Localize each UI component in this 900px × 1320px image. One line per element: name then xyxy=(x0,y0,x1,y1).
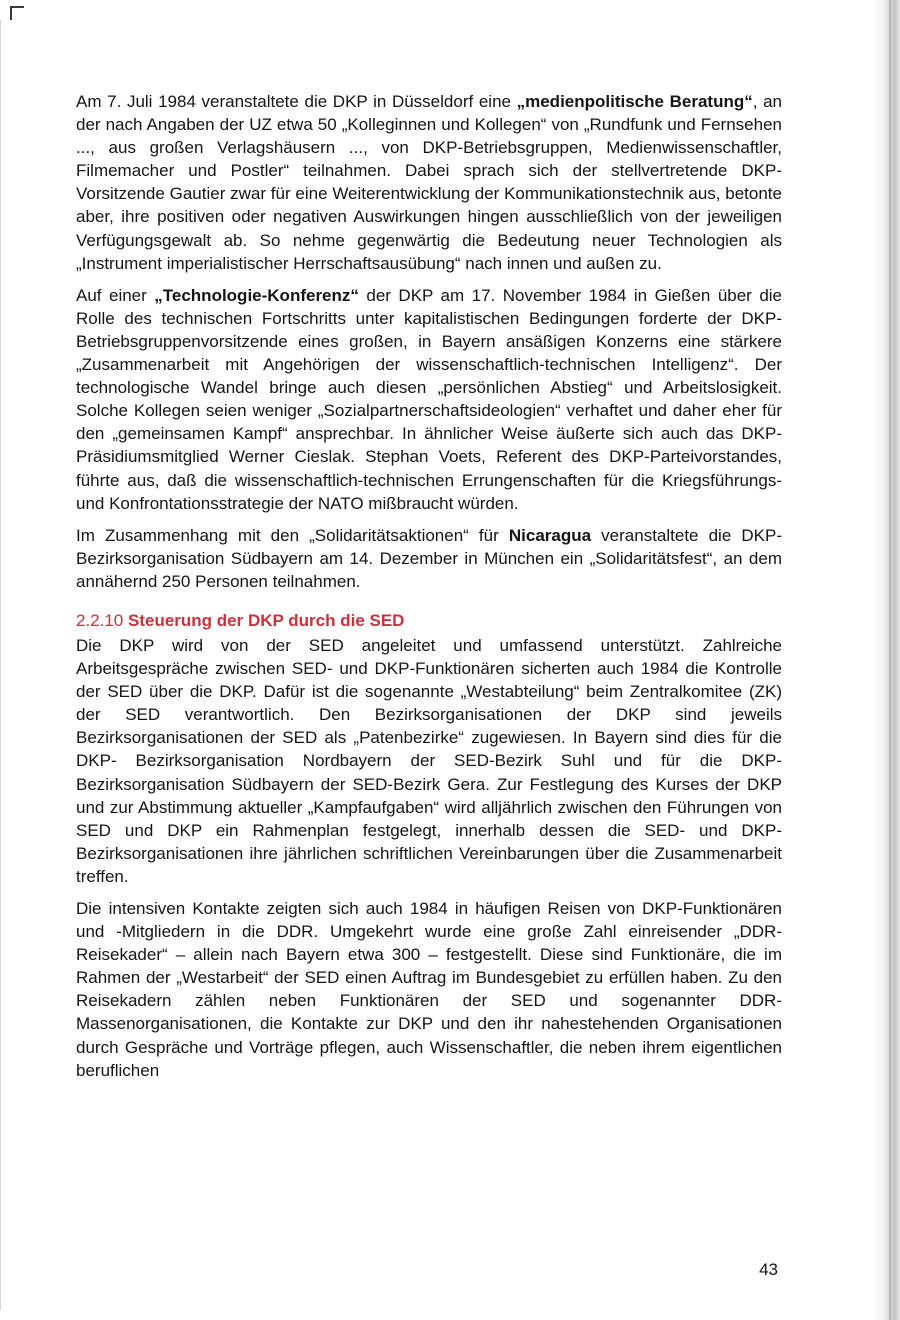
text-segment: der DKP am 17. November 1984 in Gießen über die Rolle des technischen Fortschritts unter kapitalistischen Bedingungen forderte der DKP-Betriebsgruppenvorsitzende eines großen, in Bayern ansäßigen Konzerns eine stärkere „Zusammenarbeit mit Angehörigen der wissenschaftlich-technischen Intelligenz“. Der technologische Wandel bringe auch diesen „persönlichen Abstieg“ und Arbeitslosigkeit. Solche Kollegen seien weniger „Sozialpartnerschaftsideologien“ verhaftet und daher eher für den „gemeinsamen Kampf“ ansprechbar. In ähnlicher Weise äußerte sich auch das DKP-Präsidiumsmitglied Werner Cieslak. Stephan Voets, Referent des DKP-Parteivorstandes, führte aus, daß die wissenschaftlich-technischen Errungenschaften für die Kriegsführungs- und Konfrontationsstrategie der NATO mißbraucht würden. xyxy=(76,285,783,513)
paragraph-nicaragua xyxy=(76,524,782,593)
text-segment: veranstaltete die DKP-Bezirksorganisation Südbayern am 14. Dezember in München ein „Solidaritätsfest“, an dem annähernd 250 Personen teilnahmen. xyxy=(76,525,783,591)
book-spine-shadow xyxy=(874,0,900,1320)
bold-term-medienpolitische-beratung: „medienpolitische Beratung“ xyxy=(516,92,753,111)
text-segment: Am 7. Juli 1984 veranstaltete die DKP in Düsseldorf eine xyxy=(76,92,517,111)
bold-term-nicaragua: Nicaragua xyxy=(508,525,592,545)
scan-corner-mark-vertical xyxy=(10,6,12,20)
bold-term-technologie-konferenz: „Technologie-Konferenz“ xyxy=(154,285,359,305)
text-segment: Auf einer xyxy=(76,285,155,305)
page-edge-line xyxy=(0,20,1,1310)
text-segment: , an der nach Angaben der UZ etwa 50 „Kolleginnen und Kollegen“ von „Rundfunk und Fernsehen ..., aus großen Verlagshäusern ..., von DKP-Betriebsgruppen, Medienwissenschaftler, Filmemacher und Postler“ teilnahmen. Dabei sprach sich der stellvertretende DKP-Vorsitzende Gautier zwar für eine Weiterentwicklung der Kommunikationstechnik aus, betonte aber, ihre positiven oder negativen Auswirkungen hingen ausschließlich von der jeweiligen Verfügungsgewalt ab. So nehme gegenwärtig die Bedeutung neuer Technologien als „Instrument imperialistischer Herrschaftsausübung“ nach innen und außen zu. xyxy=(76,92,782,273)
document-page xyxy=(76,90,782,1091)
paragraph-technologie-konferenz xyxy=(76,284,782,515)
book-spine-line xyxy=(889,0,891,1320)
scan-corner-mark xyxy=(10,6,24,8)
page-number: 43 xyxy=(759,1260,778,1279)
section-title: Steuerung der DKP durch die SED xyxy=(128,610,405,630)
paragraph-sed-steuerung: Die DKP wird von der SED angeleitet und umfassend unterstützt. Zahlreiche Arbeitsgespräche zwischen SED- und DKP-Funktionären sicherten auch 1984 die Kontrolle der SED über die DKP. Dafür ist die sogenannte „Westabteilung“ beim Zentralkomitee (ZK) der SED verantwortlich. Den Bezirksorganisationen der DKP sind jeweils Bezirksorganisationen der SED als „Patenbezirke“ zugewiesen. In Bayern sind dies für die DKP- Bezirksorganisation Nordbayern der SED-Bezirk Suhl und für die DKP- Bezirksorganisation Südbayern der SED-Bezirk Gera. Zur Festlegung des Kurses der DKP und zur Abstimmung aktueller „Kampfaufgaben“ wird alljährlich zwischen den Führungen von SED und DKP ein Rahmenplan festgelegt, innerhalb dessen die SED- und DKP-Bezirksorganisationen ihre jährlichen schriftlichen Vereinbarungen über die Zusammenarbeit treffen. xyxy=(76,635,782,886)
text-segment: Im Zusammenhang mit den „Solidaritätsaktionen“ für xyxy=(76,525,509,545)
paragraph-medienpolitische-beratung xyxy=(76,90,782,275)
section-number: 2.2.10 xyxy=(76,610,124,630)
paragraph-reisekader: Die intensiven Kontakte zeigten sich auch 1984 in häufigen Reisen von DKP-Funktionären und -Mitgliedern in die DDR. Umgekehrt wurde eine große Zahl einreisender „DDR-Reisekader“ – allein nach Bayern etwa 300 – festgestellt. Diese sind Funktionäre, die im Rahmen der „Westarbeit“ der SED einen Auftrag im Bundesgebiet zu erfüllen haben. Zu den Reisekadern zählen neben Funktionären der SED und sogenannter DDR- Massenorganisationen, die Kontakte zur DKP und den ihr nahestehenden Organisationen durch Gespräche und Vorträge pflegen, auch Wissenschaftler, die neben ihrem eigentlichen beruflichen xyxy=(76,899,782,1080)
section-heading xyxy=(76,609,782,632)
